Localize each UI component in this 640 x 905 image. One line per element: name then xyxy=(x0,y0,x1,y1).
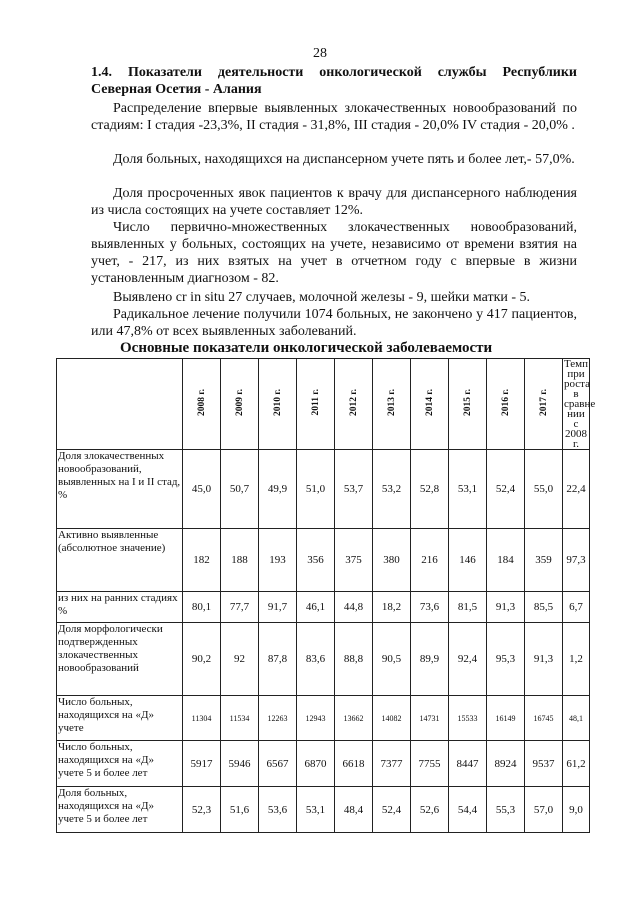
row-label: Доля больных, находящихся на «Д» учете 5 и более лет xyxy=(57,787,183,833)
paragraph-text: Радикальное лечение получили 1074 больных, не закончено у 417 пациентов, или 47,8% от всех выявленных заболеваний. xyxy=(91,307,577,339)
table-row xyxy=(57,741,590,787)
header-corner xyxy=(57,359,183,450)
paragraph-text: Число первично-множественных злокачественных новообразований, выявленных у больных, состоящих на учете, независимо от времени взятия на учет, - 217, из них взятых на учет в отчетном году с впервые в жизни установленным диагнозом - 82. xyxy=(91,220,577,286)
table-cell: 57,0 xyxy=(525,787,563,833)
year-header: 2016 г. xyxy=(487,359,525,450)
table-cell: 55,0 xyxy=(525,450,563,529)
year-header: 2010 г. xyxy=(259,359,297,450)
table-cell: 5946 xyxy=(221,741,259,787)
table-cell: 54,4 xyxy=(449,787,487,833)
paragraph-radical-treatment xyxy=(91,306,577,340)
paragraph-overdue-visits xyxy=(91,185,577,219)
table-header-row xyxy=(57,359,590,450)
table-cell: 90,5 xyxy=(373,623,411,696)
table-cell: 52,3 xyxy=(183,787,221,833)
table-cell: 90,2 xyxy=(183,623,221,696)
table-title: Основные показатели онкологической заболеваемости xyxy=(120,340,493,356)
table-cell: 95,3 xyxy=(487,623,525,696)
table-cell: 91,3 xyxy=(525,623,563,696)
table-cell: 53,7 xyxy=(335,450,373,529)
table-cell: 92 xyxy=(221,623,259,696)
table-cell: 49,9 xyxy=(259,450,297,529)
table-cell: 77,7 xyxy=(221,592,259,623)
table-cell: 8447 xyxy=(449,741,487,787)
year-header: 2014 г. xyxy=(411,359,449,450)
year-header: 2017 г. xyxy=(525,359,563,450)
table-cell: 52,4 xyxy=(487,450,525,529)
table-cell: 87,8 xyxy=(259,623,297,696)
table-cell: 81,5 xyxy=(449,592,487,623)
table-cell: 44,8 xyxy=(335,592,373,623)
paragraph-text: Доля больных, находящихся на диспансерном учете пять и более лет,- 57,0%. xyxy=(113,152,575,167)
table-cell: 85,5 xyxy=(525,592,563,623)
paragraph-stage-distribution xyxy=(91,100,577,134)
table-cell: 52,4 xyxy=(373,787,411,833)
paragraph-dispensary-share xyxy=(91,151,577,168)
table-cell: 88,8 xyxy=(335,623,373,696)
table-cell: 11304 xyxy=(183,696,221,741)
section-heading: 1.4. Показатели деятельности онкологической службы Республики Северная Осетия - Алания xyxy=(91,65,577,97)
row-label: из них на ранних стадиях % xyxy=(57,592,183,623)
row-label: Доля морфологически подтвержденных злокачественных новообразований xyxy=(57,623,183,696)
row-label: Доля злокачественных новообразований, выявленных на I и II стад, % xyxy=(57,450,183,529)
table-cell: 184 xyxy=(487,529,525,592)
table-row xyxy=(57,787,590,833)
indicators-table xyxy=(56,358,596,833)
paragraph-in-situ xyxy=(91,289,577,306)
growth-rate-cell: 61,2 xyxy=(563,741,590,787)
year-header: 2013 г. xyxy=(373,359,411,450)
growth-rate-cell: 1,2 xyxy=(563,623,590,696)
table-cell: 80,1 xyxy=(183,592,221,623)
table-cell: 92,4 xyxy=(449,623,487,696)
table-cell: 18,2 xyxy=(373,592,411,623)
table-cell: 7377 xyxy=(373,741,411,787)
year-header: 2012 г. xyxy=(335,359,373,450)
table-cell: 91,3 xyxy=(487,592,525,623)
year-header: 2009 г. xyxy=(221,359,259,450)
table-cell: 46,1 xyxy=(297,592,335,623)
table-cell: 375 xyxy=(335,529,373,592)
table-cell: 13662 xyxy=(335,696,373,741)
table-cell: 14731 xyxy=(411,696,449,741)
table-cell: 9537 xyxy=(525,741,563,787)
table-cell: 53,6 xyxy=(259,787,297,833)
table-cell: 51,0 xyxy=(297,450,335,529)
paragraph-text: Распределение впервые выявленных злокачественных новообразований по стадиям: I стадия -23,3%, II стадия - 31,8%, III стадия - 20,0% IV стадия - 20,0% . xyxy=(91,101,577,133)
table-row xyxy=(57,529,590,592)
table-cell: 6567 xyxy=(259,741,297,787)
table-cell: 193 xyxy=(259,529,297,592)
table-cell: 216 xyxy=(411,529,449,592)
year-header: 2011 г. xyxy=(297,359,335,450)
table-cell: 8924 xyxy=(487,741,525,787)
table-cell: 83,6 xyxy=(297,623,335,696)
growth-rate-cell: 9,0 xyxy=(563,787,590,833)
table-cell: 53,1 xyxy=(449,450,487,529)
table-cell: 48,4 xyxy=(335,787,373,833)
growth-rate-cell: 48,1 xyxy=(563,696,590,741)
paragraph-text: Выявлено cr in situ 27 случаев, молочной железы - 9, шейки матки - 5. xyxy=(113,290,531,305)
table-cell: 146 xyxy=(449,529,487,592)
table-cell: 12263 xyxy=(259,696,297,741)
year-header: 2008 г. xyxy=(183,359,221,450)
table-cell: 11534 xyxy=(221,696,259,741)
table-cell: 14082 xyxy=(373,696,411,741)
table-cell: 7755 xyxy=(411,741,449,787)
table-cell: 52,8 xyxy=(411,450,449,529)
growth-rate-header: Темп при роста в сравне нии с 2008 г. xyxy=(564,358,596,450)
table-cell: 182 xyxy=(183,529,221,592)
table-cell: 15533 xyxy=(449,696,487,741)
table-cell: 51,6 xyxy=(221,787,259,833)
table-cell: 380 xyxy=(373,529,411,592)
paragraph-text: Доля просроченных явок пациентов к врачу для диспансерного наблюдения из числа состоящих на учете составляет 12%. xyxy=(91,186,577,218)
table-row xyxy=(57,696,590,741)
growth-rate-cell: 97,3 xyxy=(563,529,590,592)
page-number: 28 xyxy=(313,46,327,61)
year-header: 2015 г. xyxy=(449,359,487,450)
growth-rate-cell: 6,7 xyxy=(563,592,590,623)
table-row xyxy=(57,623,590,696)
table-cell: 6618 xyxy=(335,741,373,787)
table-cell: 91,7 xyxy=(259,592,297,623)
table-row xyxy=(57,592,590,623)
paragraph-multiple-neoplasms xyxy=(91,219,577,287)
table-row xyxy=(57,450,590,529)
table-cell: 16149 xyxy=(487,696,525,741)
growth-rate-cell: 22,4 xyxy=(563,450,590,529)
table-cell: 5917 xyxy=(183,741,221,787)
row-label: Активно выявленные (абсолютное значение) xyxy=(57,529,183,592)
table-cell: 53,2 xyxy=(373,450,411,529)
table-cell: 52,6 xyxy=(411,787,449,833)
table-cell: 55,3 xyxy=(487,787,525,833)
table-cell: 50,7 xyxy=(221,450,259,529)
table-cell: 359 xyxy=(525,529,563,592)
table-cell: 53,1 xyxy=(297,787,335,833)
table-cell: 188 xyxy=(221,529,259,592)
row-label: Число больных, находящихся на «Д» учете xyxy=(57,696,183,741)
table-cell: 45,0 xyxy=(183,450,221,529)
table-cell: 356 xyxy=(297,529,335,592)
table-cell: 12943 xyxy=(297,696,335,741)
table-cell: 16745 xyxy=(525,696,563,741)
row-label: Число больных, находящихся на «Д» учете 5 и более лет xyxy=(57,741,183,787)
table-cell: 89,9 xyxy=(411,623,449,696)
table-cell: 73,6 xyxy=(411,592,449,623)
table-cell: 6870 xyxy=(297,741,335,787)
